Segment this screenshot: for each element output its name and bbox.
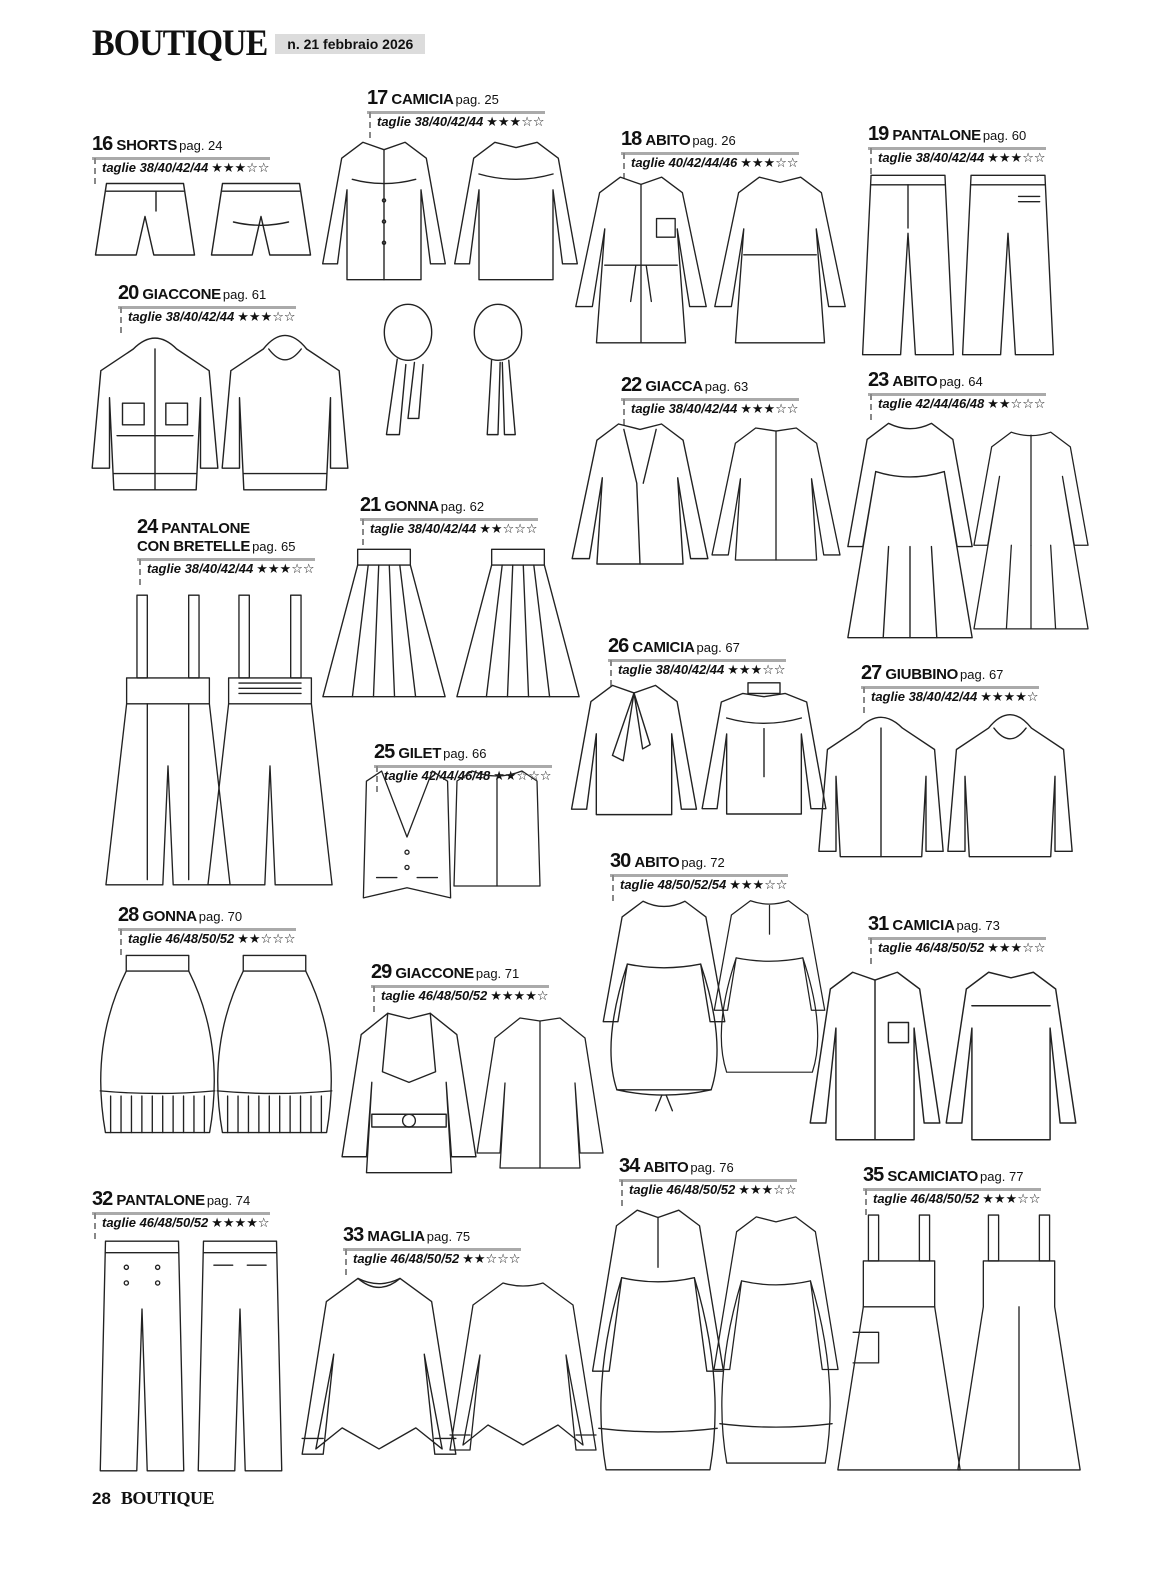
trousers-sketch-icon [958,170,1058,360]
item-34: 34 ABITO pag. 76 taglie 46/48/50/52 ★★★☆☆ [619,1155,797,1197]
item-17: 17 CAMICIA pag. 25 taglie 38/40/42/44 ★★★☆☆ [367,87,545,129]
item-35: 35 SCAMICIATO pag. 77 taglie 46/48/50/52 ★★★☆☆ [863,1164,1041,1206]
difficulty-stars: ★★★☆☆ [738,1182,797,1197]
difficulty-stars: ★★★☆☆ [727,662,786,677]
page-number: 28 [92,1489,111,1508]
item-28: 28 GONNA pag. 70 taglie 46/48/50/52 ★★☆☆☆ [118,904,296,946]
item-31: 31 CAMICIA pag. 73 taglie 46/48/50/52 ★★★☆☆ [868,913,1046,955]
sweater-sketch-icon [300,1270,458,1470]
shorts-sketch-icon [90,178,200,266]
issue-badge: n. 21 febbraio 2026 [275,34,425,54]
difficulty-stars: ★★★☆☆ [729,877,788,892]
shirtdress-sketch-icon [712,172,848,348]
pinafore-sketch-icon [832,1210,966,1475]
difficulty-stars: ★★★★☆ [980,689,1039,704]
page-footer [92,1488,214,1509]
trousers-sketch-icon [92,1236,192,1476]
dress-sketch-icon [712,1205,840,1475]
belted-coat-sketch-icon [475,1008,605,1178]
shorts-sketch-icon [206,178,316,266]
item-20: 20 GIACCONE pag. 61 taglie 38/40/42/44 ★★★☆☆ [118,282,296,324]
shirt-sketch-icon [944,966,1078,1146]
blouse-sketch-icon [568,680,700,820]
item-18: 18 ABITO pag. 26 taglie 40/42/44/46 ★★★☆☆ [621,128,799,170]
item-24: 24 PANTALONE CON BRETELLE pag. 65 taglie 38/40/42/44 ★★★☆☆ [137,516,315,576]
blazer-sketch-icon [570,418,710,570]
difficulty-stars: ★★★☆☆ [211,160,270,175]
difficulty-stars: ★★☆☆☆ [462,1251,521,1266]
item-30: 30 ABITO pag. 72 taglie 48/50/52/54 ★★★☆☆ [610,850,788,892]
difficulty-stars: ★★★☆☆ [982,1191,1041,1206]
difficulty-stars: ★★★☆☆ [740,401,799,416]
difficulty-stars: ★★★☆☆ [256,561,315,576]
vest-sketch-icon [450,766,544,896]
blouse-sketch-icon [318,137,450,285]
vest-sketch-icon [360,766,454,908]
item-22: 22 GIACCA pag. 63 taglie 38/40/42/44 ★★★☆☆ [621,374,799,416]
item-33: 33 MAGLIA pag. 75 taglie 46/48/50/52 ★★☆☆☆ [343,1224,521,1266]
pinafore-sketch-icon [952,1210,1086,1475]
item-21: 21 GONNA pag. 62 taglie 38/40/42/44 ★★☆☆☆ [360,494,538,536]
shirtdress-sketch-icon [570,172,712,348]
shirt-sketch-icon [808,966,942,1146]
difficulty-stars: ★★☆☆☆ [493,768,552,783]
difficulty-stars: ★★☆☆☆ [987,396,1046,411]
item-19: 19 PANTALONE pag. 60 taglie 38/40/42/44 ★★★☆☆ [868,123,1046,165]
dress-sketch-icon [845,418,975,643]
balloon-skirt-sketch-icon [212,950,337,1138]
difficulty-stars: ★★★☆☆ [987,150,1046,165]
item-29: 29 GIACCONE pag. 71 taglie 46/48/50/52 ★★★★☆ [371,961,549,1003]
brand-logo-small: BOUTIQUE [120,1488,214,1508]
trousers-sketch-icon [190,1236,290,1476]
dress-sketch-icon [972,418,1090,643]
overalls-sketch-icon [200,590,340,890]
difficulty-stars: ★★☆☆☆ [237,931,296,946]
difficulty-stars: ★★★★☆ [490,988,549,1003]
balloon-skirt-sketch-icon [95,950,220,1138]
skirt-sketch-icon [452,544,584,702]
difficulty-stars: ★★★☆☆ [740,155,799,170]
balloon-dress-sketch-icon [600,896,728,1116]
item-25: 25 GILET pag. 66 taglie 42/44/46/48 ★★☆☆☆ [374,741,552,783]
masthead [92,23,425,64]
dress-sketch-icon [590,1205,726,1475]
belted-coat-sketch-icon [338,1008,480,1178]
hooded-jacket-sketch-icon [815,712,947,862]
difficulty-stars: ★★★★☆ [211,1215,270,1230]
difficulty-stars: ★★★☆☆ [237,309,296,324]
hooded-jacket-sketch-icon [220,332,350,496]
difficulty-stars: ★★★☆☆ [486,114,545,129]
blazer-sketch-icon [710,418,842,570]
item-32: 32 PANTALONE pag. 74 taglie 46/48/50/52 ★★★★☆ [92,1188,270,1230]
hooded-jacket-sketch-icon [90,332,220,496]
item-27: 27 GIUBBINO pag. 67 taglie 38/40/42/44 ★★★★☆ [861,662,1039,704]
item-16: 16 SHORTS pag. 24 taglie 38/40/42/44 ★★★☆☆ [92,133,270,175]
item-23: 23 ABITO pag. 64 taglie 42/44/46/48 ★★☆☆☆ [868,369,1046,411]
trousers-sketch-icon [858,170,958,360]
hooded-jacket-sketch-icon [945,712,1075,862]
difficulty-stars: ★★☆☆☆ [479,521,538,536]
blouse-sketch-icon [700,680,828,820]
blouse-sketch-icon [452,137,580,285]
scarf-sketch-icon [372,300,444,440]
brand-logo: BOUTIQUE [92,23,268,64]
scarf-sketch-icon [462,300,534,440]
sweater-sketch-icon [448,1270,598,1470]
difficulty-stars: ★★★☆☆ [987,940,1046,955]
item-26: 26 CAMICIA pag. 67 taglie 38/40/42/44 ★★★☆☆ [608,635,786,677]
